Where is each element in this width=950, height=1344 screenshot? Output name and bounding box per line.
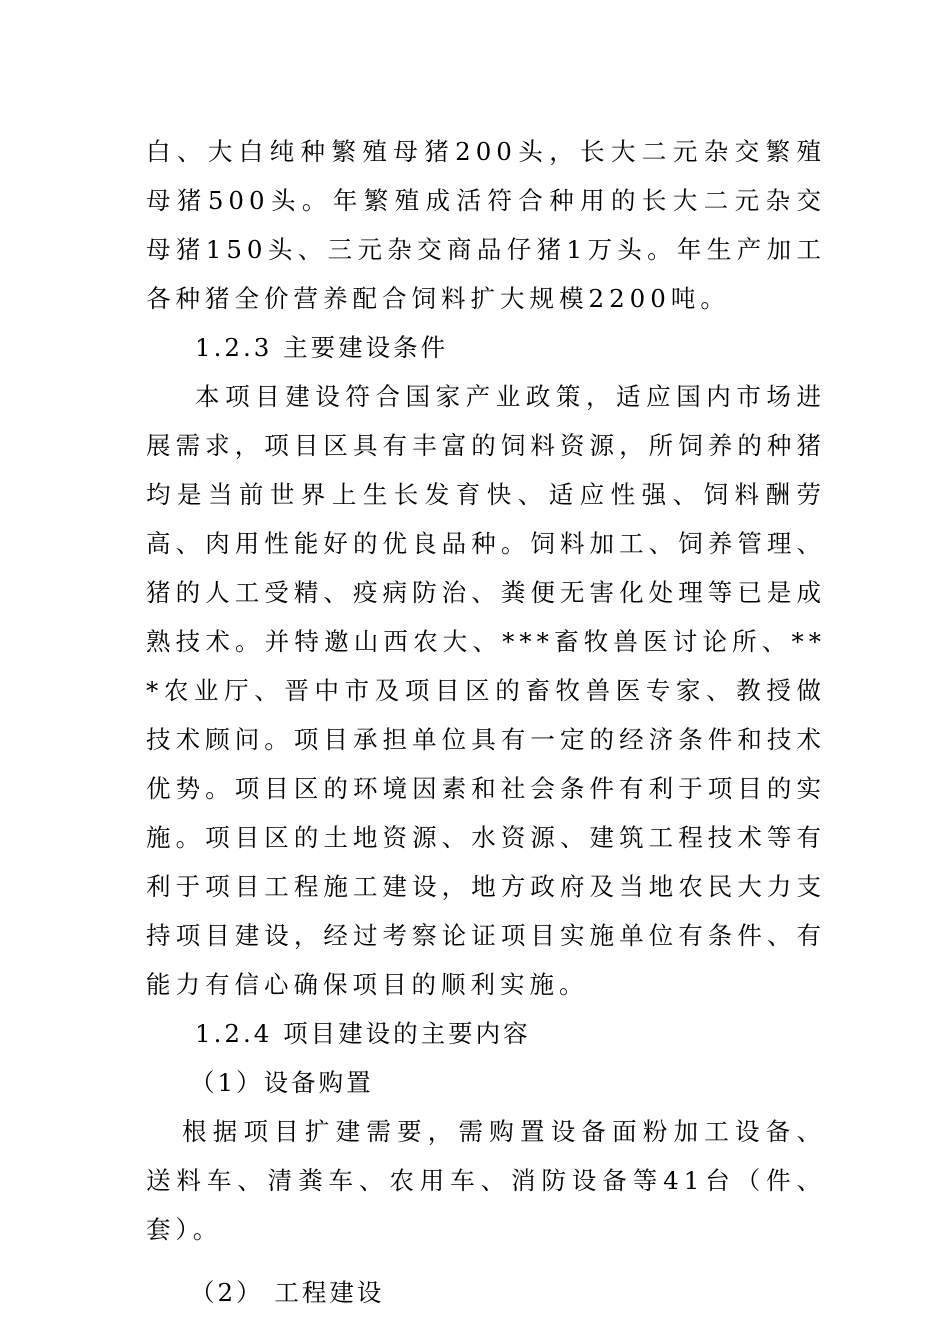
paragraph-breeding-scale: 白、大白纯种繁殖母猪200头，长大二元杂交繁殖母猪500头。年繁殖成活符合种用的长大二元杂交母猪150头、三元杂交商品仔猪1万头。年生产加工各种猪全价营养配合饲料扩大规模2200吨。 (146, 137, 826, 313)
paragraph-equipment-list: 根据项目扩建需要，需购置设备面粉加工设备、送料车、清粪车、农用车、消防设备等41台（件、套）。 (146, 1117, 826, 1244)
paragraph-construction-conditions: 本项目建设符合国家产业政策，适应国内市场进展需求，项目区具有丰富的饲料资源，所饲养的种猪均是当前世界上生长发育快、适应性强、饲料酬劳高、肉用性能好的优良品种。饲料加工、饲养管理、猪的人工受精、疫病防治、粪便无害化处理等已是成熟技术。并特邀山西农大、***畜牧兽医讨论所、***农业厅、晋中市及项目区的畜牧兽医专家、教授做技术顾问。项目承担单位具有一定的经济条件和技术优势。项目区的环境因素和社会条件有利于项目的实施。项目区的土地资源、水资源、建筑工程技术等有利于项目工程施工建设，地方政府及当地农民大力支持项目建设，经过考察论证项目实施单位有条件、有能力有信心确保项目的顺利实施。 (146, 382, 826, 999)
section-heading-1-2-4: 1.2.4 项目建设的主要内容 (195, 1019, 531, 1048)
spacer (146, 1254, 826, 1268)
section-heading-1-2-3: 1.2.3 主要建设条件 (195, 333, 449, 362)
sub-heading-equipment-purchase: （1）设备购置 (190, 1068, 374, 1097)
sub-heading-engineering-construction: （2） 工程建设 (190, 1278, 385, 1307)
document-body (146, 127, 826, 1317)
